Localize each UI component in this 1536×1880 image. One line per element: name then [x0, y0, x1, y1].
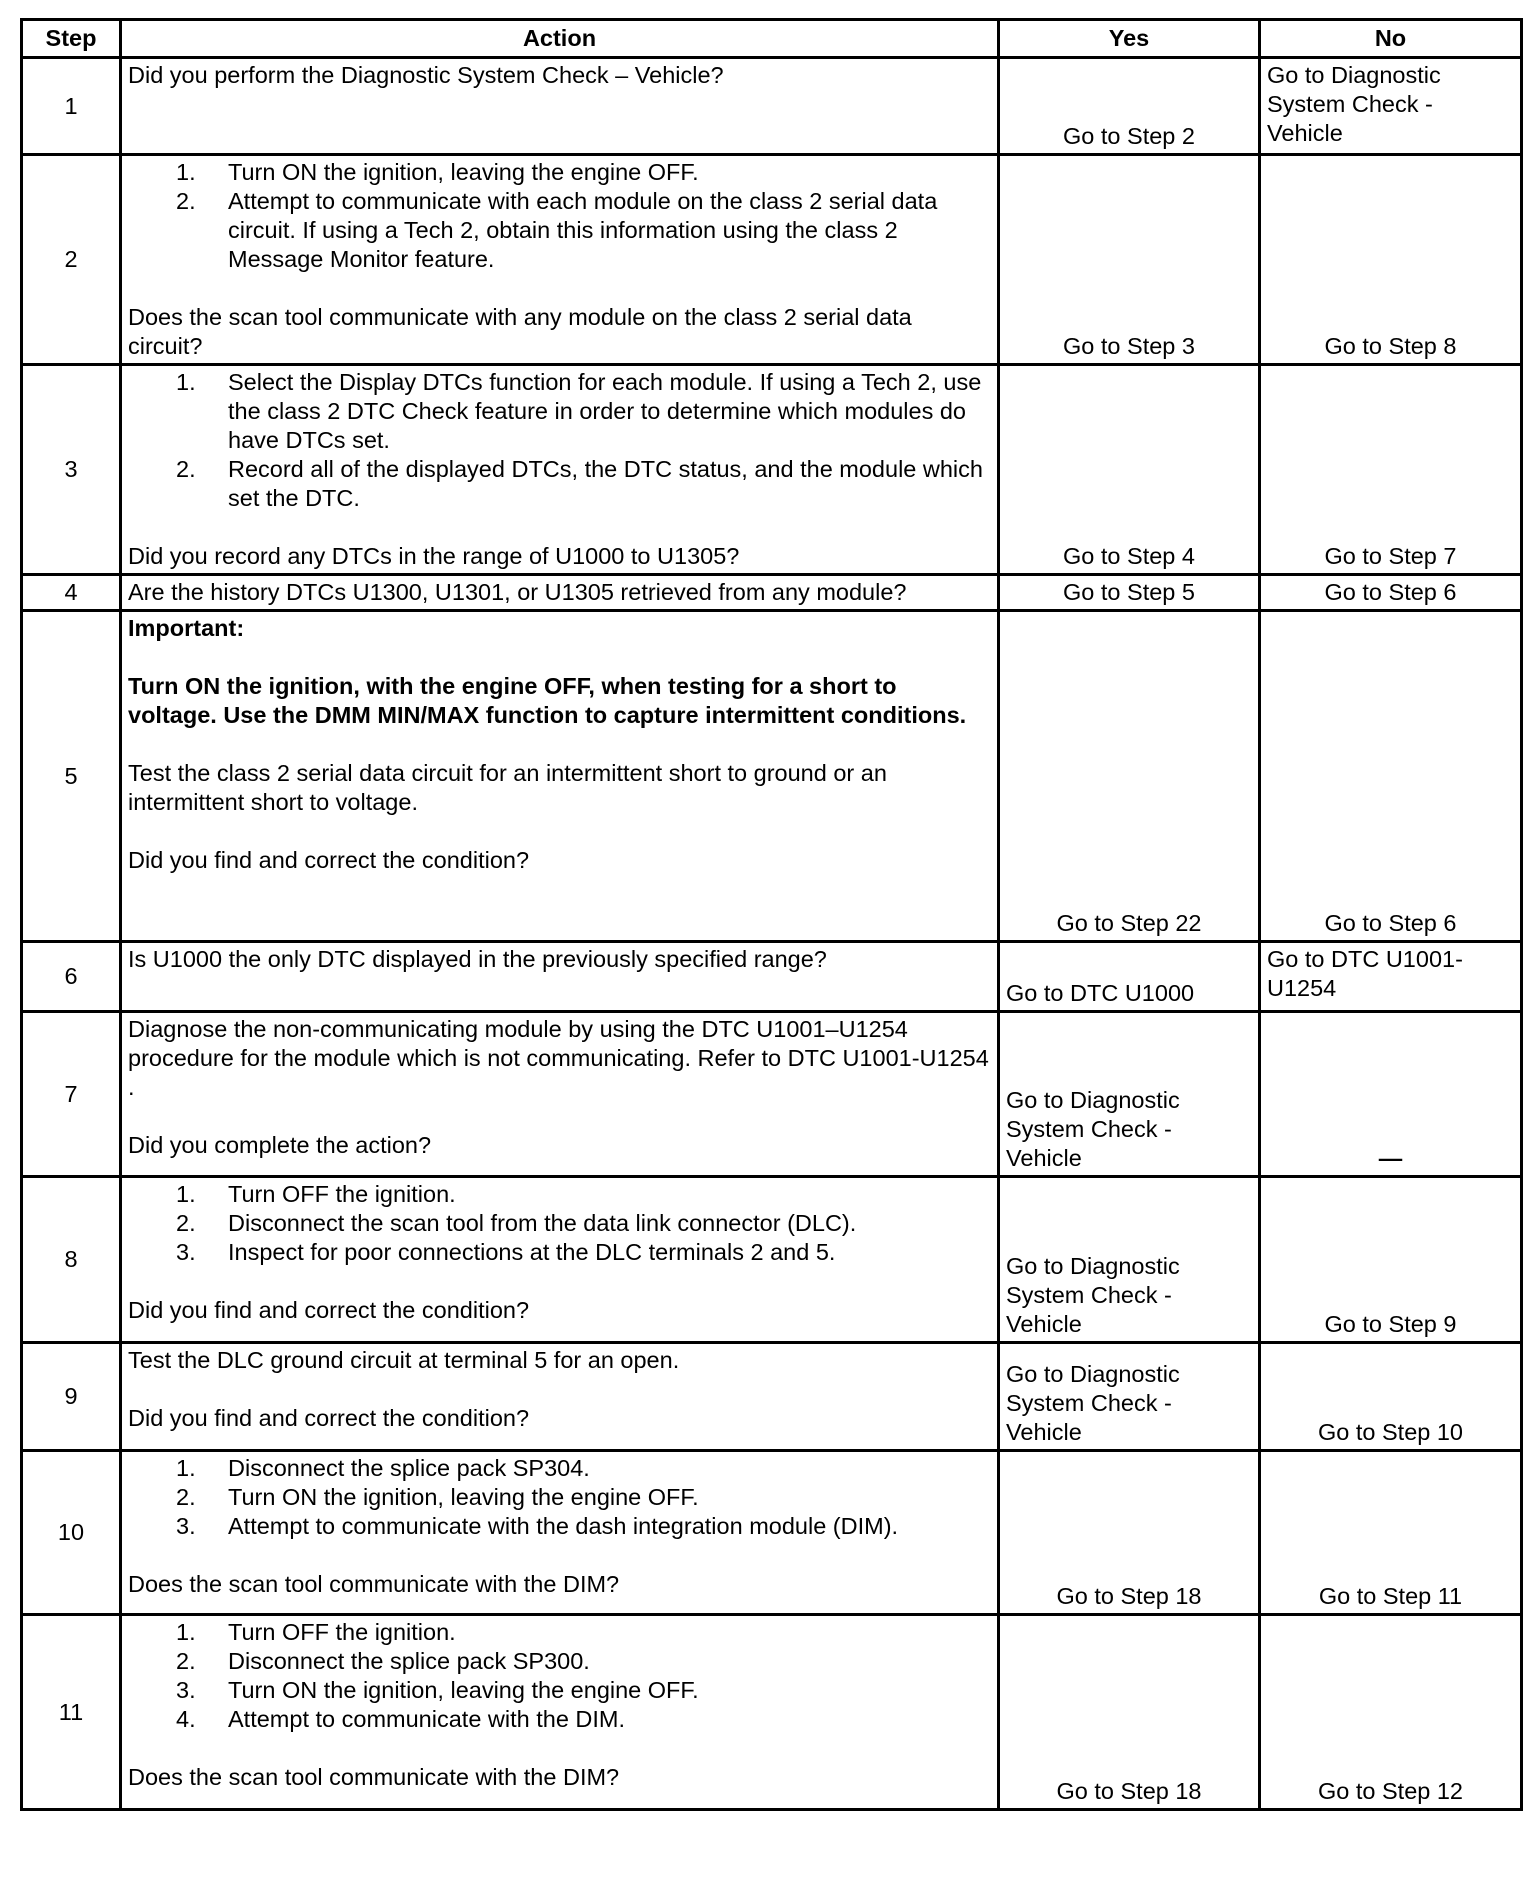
question-text: Did you record any DTCs in the range of U1000 to U1305? — [128, 543, 740, 569]
header-yes: Yes — [999, 20, 1260, 58]
yes-cell: Go to Diagnostic System Check - Vehicle — [999, 1012, 1260, 1177]
no-cell: Go to DTC U1001-U1254 — [1260, 942, 1522, 1012]
important-label: Important: — [128, 615, 245, 641]
action-cell — [121, 155, 999, 365]
procedure-item: 2. Attempt to communicate with each module on the class 2 serial data circuit. If using a Tech 2, obtain this information using the class 2 Message Monitor feature. — [176, 188, 938, 272]
yes-cell: Go to Step 18 — [999, 1451, 1260, 1615]
step-number: 2 — [22, 155, 121, 365]
question-text: Does the scan tool communicate with any module on the class 2 serial data circuit? — [128, 304, 912, 359]
action-cell — [121, 575, 999, 611]
procedure-text: Test the DLC ground circuit at terminal 5 for an open. — [128, 1347, 680, 1373]
step-number: 10 — [22, 1451, 121, 1615]
yes-cell: Go to Step 4 — [999, 365, 1260, 575]
yes-cell: Go to Step 3 — [999, 155, 1260, 365]
table-row — [22, 58, 1522, 155]
question-text: Did you find and correct the condition? — [128, 1297, 530, 1323]
step-number: 8 — [22, 1177, 121, 1343]
diagnostic-table — [20, 18, 1523, 1811]
table-row — [22, 1177, 1522, 1343]
yes-cell: Go to Diagnostic System Check - Vehicle — [999, 1177, 1260, 1343]
procedure-item: 2. Disconnect the splice pack SP300. — [176, 1648, 590, 1674]
yes-cell: Go to DTC U1000 — [999, 942, 1260, 1012]
procedure-list — [128, 368, 991, 513]
question-text: Is U1000 the only DTC displayed in the previously specified range? — [128, 946, 827, 972]
step-number: 3 — [22, 365, 121, 575]
no-cell: Go to Diagnostic System Check - Vehicle — [1260, 58, 1522, 155]
procedure-item: 1. Turn ON the ignition, leaving the engine OFF. — [176, 159, 699, 185]
action-cell — [121, 1177, 999, 1343]
header-row — [22, 20, 1522, 58]
no-cell: Go to Step 12 — [1260, 1615, 1522, 1810]
procedure-item: 3. Turn ON the ignition, leaving the engine OFF. — [176, 1677, 699, 1703]
table-row — [22, 1343, 1522, 1451]
table-row — [22, 575, 1522, 611]
table-row — [22, 942, 1522, 1012]
procedure-item: 4. Attempt to communicate with the DIM. — [176, 1706, 626, 1732]
no-cell: Go to Step 11 — [1260, 1451, 1522, 1615]
procedure-item: 2. Turn ON the ignition, leaving the engine OFF. — [176, 1484, 699, 1510]
procedure-item: 1. Turn OFF the ignition. — [176, 1619, 456, 1645]
question-text: Did you find and correct the condition? — [128, 1405, 530, 1431]
question-text: Did you complete the action? — [128, 1132, 432, 1158]
procedure-item: 1. Disconnect the splice pack SP304. — [176, 1455, 590, 1481]
action-cell — [121, 365, 999, 575]
question-text: Does the scan tool communicate with the DIM? — [128, 1571, 620, 1597]
no-cell: Go to Step 8 — [1260, 155, 1522, 365]
question-text: Did you perform the Diagnostic System Check – Vehicle? — [128, 62, 724, 88]
step-number: 9 — [22, 1343, 121, 1451]
no-cell: Go to Step 6 — [1260, 611, 1522, 942]
yes-cell: Go to Step 22 — [999, 611, 1260, 942]
table-row — [22, 155, 1522, 365]
procedure-item: 1. Turn OFF the ignition. — [176, 1181, 456, 1207]
yes-cell: Go to Step 18 — [999, 1615, 1260, 1810]
yes-cell: Go to Step 2 — [999, 58, 1260, 155]
procedure-item: 3. Attempt to communicate with the dash integration module (DIM). — [176, 1513, 899, 1539]
procedure-item: 2. Record all of the displayed DTCs, the DTC status, and the module which set the DTC. — [176, 456, 983, 511]
procedure-text: Test the class 2 serial data circuit for an intermittent short to ground or an intermittent short to voltage. — [128, 760, 887, 815]
step-number: 7 — [22, 1012, 121, 1177]
table-row — [22, 365, 1522, 575]
table-row — [22, 611, 1522, 942]
step-number: 4 — [22, 575, 121, 611]
action-cell — [121, 1343, 999, 1451]
table-row — [22, 1615, 1522, 1810]
header-step: Step — [22, 20, 121, 58]
procedure-list — [128, 1180, 991, 1267]
question-text: Does the scan tool communicate with the DIM? — [128, 1764, 620, 1790]
procedure-text: Diagnose the non-communicating module by using the DTC U1001–U1254 procedure for the module which is not communicating. Refer to DTC U1001-U1254 . — [128, 1016, 989, 1100]
action-cell — [121, 1615, 999, 1810]
procedure-item: 1. Select the Display DTCs function for each module. If using a Tech 2, use the class 2 DTC Check feature in order to determine which modules do have DTCs set. — [176, 369, 982, 453]
step-number: 5 — [22, 611, 121, 942]
action-cell — [121, 611, 999, 942]
step-number: 11 — [22, 1615, 121, 1810]
no-cell: Go to Step 10 — [1260, 1343, 1522, 1451]
procedure-list — [128, 1454, 991, 1541]
no-cell: Go to Step 6 — [1260, 575, 1522, 611]
question-text: Are the history DTCs U1300, U1301, or U1305 retrieved from any module? — [128, 579, 907, 605]
action-cell — [121, 1451, 999, 1615]
table-row — [22, 1451, 1522, 1615]
no-cell: — — [1260, 1012, 1522, 1177]
step-number: 1 — [22, 58, 121, 155]
important-text: Turn ON the ignition, with the engine OFF, when testing for a short to voltage. Use the DMM MIN/MAX function to capture intermittent conditions. — [128, 673, 967, 728]
no-cell: Go to Step 7 — [1260, 365, 1522, 575]
procedure-list — [128, 1618, 991, 1734]
question-text: Did you find and correct the condition? — [128, 847, 530, 873]
header-action: Action — [121, 20, 999, 58]
yes-cell: Go to Diagnostic System Check - Vehicle — [999, 1343, 1260, 1451]
action-cell — [121, 942, 999, 1012]
action-cell — [121, 58, 999, 155]
step-number: 6 — [22, 942, 121, 1012]
procedure-item: 2. Disconnect the scan tool from the data link connector (DLC). — [176, 1210, 857, 1236]
header-no: No — [1260, 20, 1522, 58]
table-row — [22, 1012, 1522, 1177]
action-cell — [121, 1012, 999, 1177]
procedure-item: 3. Inspect for poor connections at the DLC terminals 2 and 5. — [176, 1239, 836, 1265]
procedure-list — [128, 158, 991, 274]
yes-cell: Go to Step 5 — [999, 575, 1260, 611]
no-cell: Go to Step 9 — [1260, 1177, 1522, 1343]
